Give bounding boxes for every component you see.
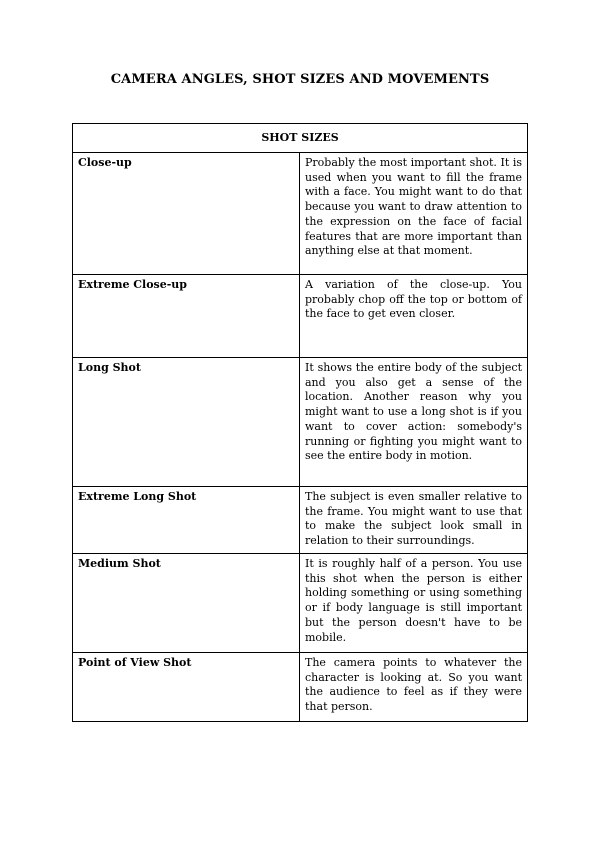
shot-description: It is roughly half of a person. You use this shot when the person is either holding something or using something or if body language is still important but the person doesn't have to be mobile. — [300, 554, 528, 653]
shot-description: Probably the most important shot. It is used when you want to fill the frame with a face. You might want to do that because you want to draw attention to the expression on the face of facial features that are more important than anything else at that moment. — [300, 153, 528, 275]
table-row — [73, 358, 528, 487]
shot-term: Long Shot — [73, 358, 300, 487]
table-row — [73, 653, 528, 722]
table-header-row — [73, 124, 528, 153]
shot-sizes-table — [72, 123, 528, 722]
shot-term: Extreme Close-up — [73, 275, 300, 358]
shot-term: Medium Shot — [73, 554, 300, 653]
shot-term: Close-up — [73, 153, 300, 275]
table-row — [73, 554, 528, 653]
document-title: CAMERA ANGLES, SHOT SIZES AND MOVEMENTS — [110, 72, 490, 87]
shot-description: The camera points to whatever the character is looking at. So you want the audience to feel as if they were that person. — [300, 653, 528, 722]
shot-description: A variation of the close-up. You probably chop off the top or bottom of the face to get even closer. — [300, 275, 528, 358]
shot-term: Extreme Long Shot — [73, 487, 300, 554]
table-row — [73, 275, 528, 358]
shot-description: It shows the entire body of the subject and you also get a sense of the location. Another reason why you might want to use a long shot is if you want to cover action: somebody's running or fighting you might want to see the entire body in motion. — [300, 358, 528, 487]
table-row — [73, 487, 528, 554]
shot-description: The subject is even smaller relative to the frame. You might want to use that to make the subject look small in relation to their surroundings. — [300, 487, 528, 554]
shot-term: Point of View Shot — [73, 653, 300, 722]
table-header: SHOT SIZES — [73, 124, 528, 153]
table-row — [73, 153, 528, 275]
